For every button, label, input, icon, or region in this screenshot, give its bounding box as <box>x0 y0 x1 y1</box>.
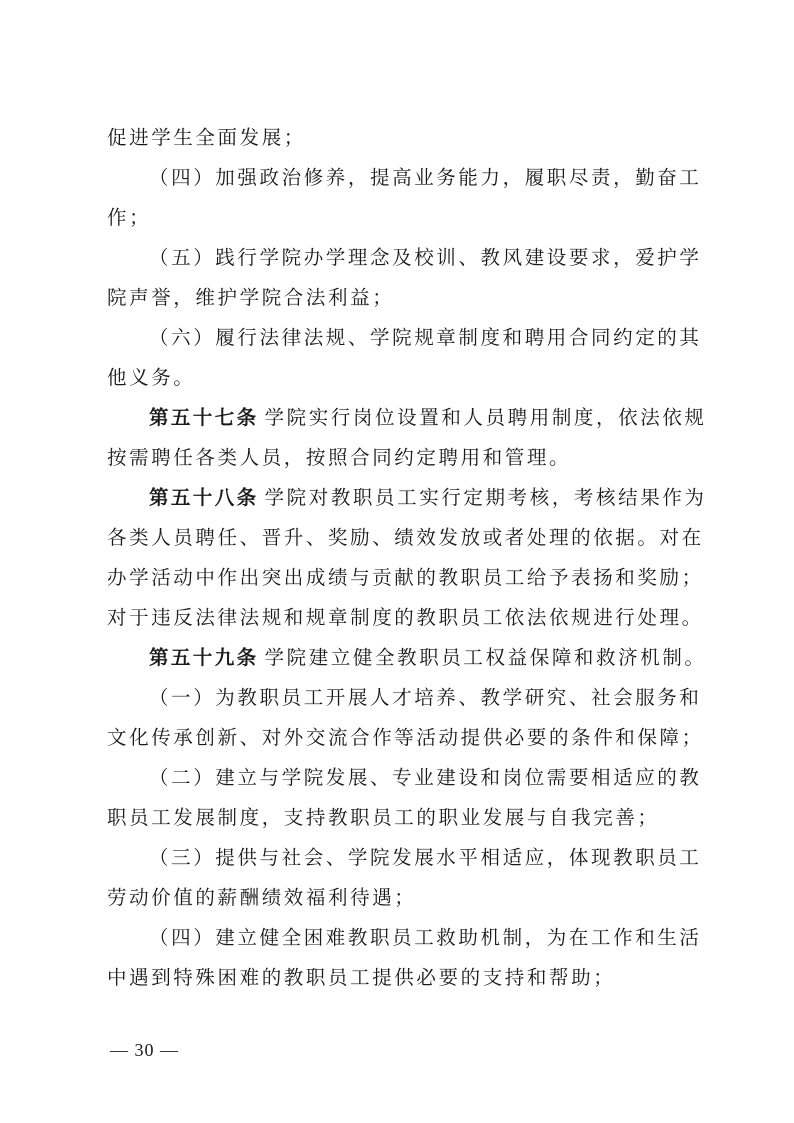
text-line: 他义务。 <box>107 366 196 389</box>
article-text: 学院建立健全教职员工权益保障和救济机制。 <box>264 646 707 669</box>
list-item-4b: （四）建立健全困难教职员工救助机制，为在工作和生活 <box>149 926 702 949</box>
article-number: 第五十九条 <box>149 646 259 669</box>
article-57 <box>107 398 707 438</box>
list-item-1: （一）为教职员工开展人才培养、教学研究、社会服务和 <box>149 686 702 709</box>
article-number: 第五十七条 <box>149 406 259 429</box>
text-line: 作； <box>107 206 152 229</box>
list-item-2: （二）建立与学院发展、专业建设和岗位需要相适应的教 <box>149 766 702 789</box>
text-line: 劳动价值的薪酬绩效福利待遇； <box>107 886 417 909</box>
document-body <box>107 118 707 998</box>
article-text: 学院实行岗位设置和人员聘用制度，依法依规 <box>264 406 707 429</box>
text-line: 办学活动中作出突出成绩与贡献的教职员工给予表扬和奖励； <box>107 566 704 589</box>
article-number: 第五十八条 <box>149 486 259 509</box>
article-text: 学院对教职员工实行定期考核，考核结果作为 <box>264 486 707 509</box>
text-line: 院声誉，维护学院合法利益； <box>107 286 395 309</box>
article-58 <box>107 478 707 518</box>
list-item-6: （六）履行法律法规、学院规章制度和聘用合同约定的其 <box>149 326 702 349</box>
text-line: 中遇到特殊困难的教职员工提供必要的支持和帮助； <box>107 966 616 989</box>
text-line: 按需聘任各类人员，按照合同约定聘用和管理。 <box>107 446 572 469</box>
text-line: 对于违反法律法规和规章制度的教职员工依法依规进行处理。 <box>107 606 704 629</box>
text-line: 文化传承创新、对外交流合作等活动提供必要的条件和保障； <box>107 726 704 749</box>
list-item-5: （五）践行学院办学理念及校训、教风建设要求，爱护学 <box>149 246 702 269</box>
list-item-4: （四）加强政治修养，提高业务能力，履职尽责，勤奋工 <box>149 166 702 189</box>
text-line: 各类人员聘任、晋升、奖励、绩效发放或者处理的依据。对在 <box>107 526 704 549</box>
page-number: — 30 — <box>110 1040 179 1060</box>
article-59 <box>107 638 707 678</box>
text-line: 促进学生全面发展； <box>107 126 306 149</box>
text-line: 职员工发展制度，支持教职员工的职业发展与自我完善； <box>107 806 660 829</box>
list-item-3: （三）提供与社会、学院发展水平相适应，体现教职员工 <box>149 846 702 869</box>
